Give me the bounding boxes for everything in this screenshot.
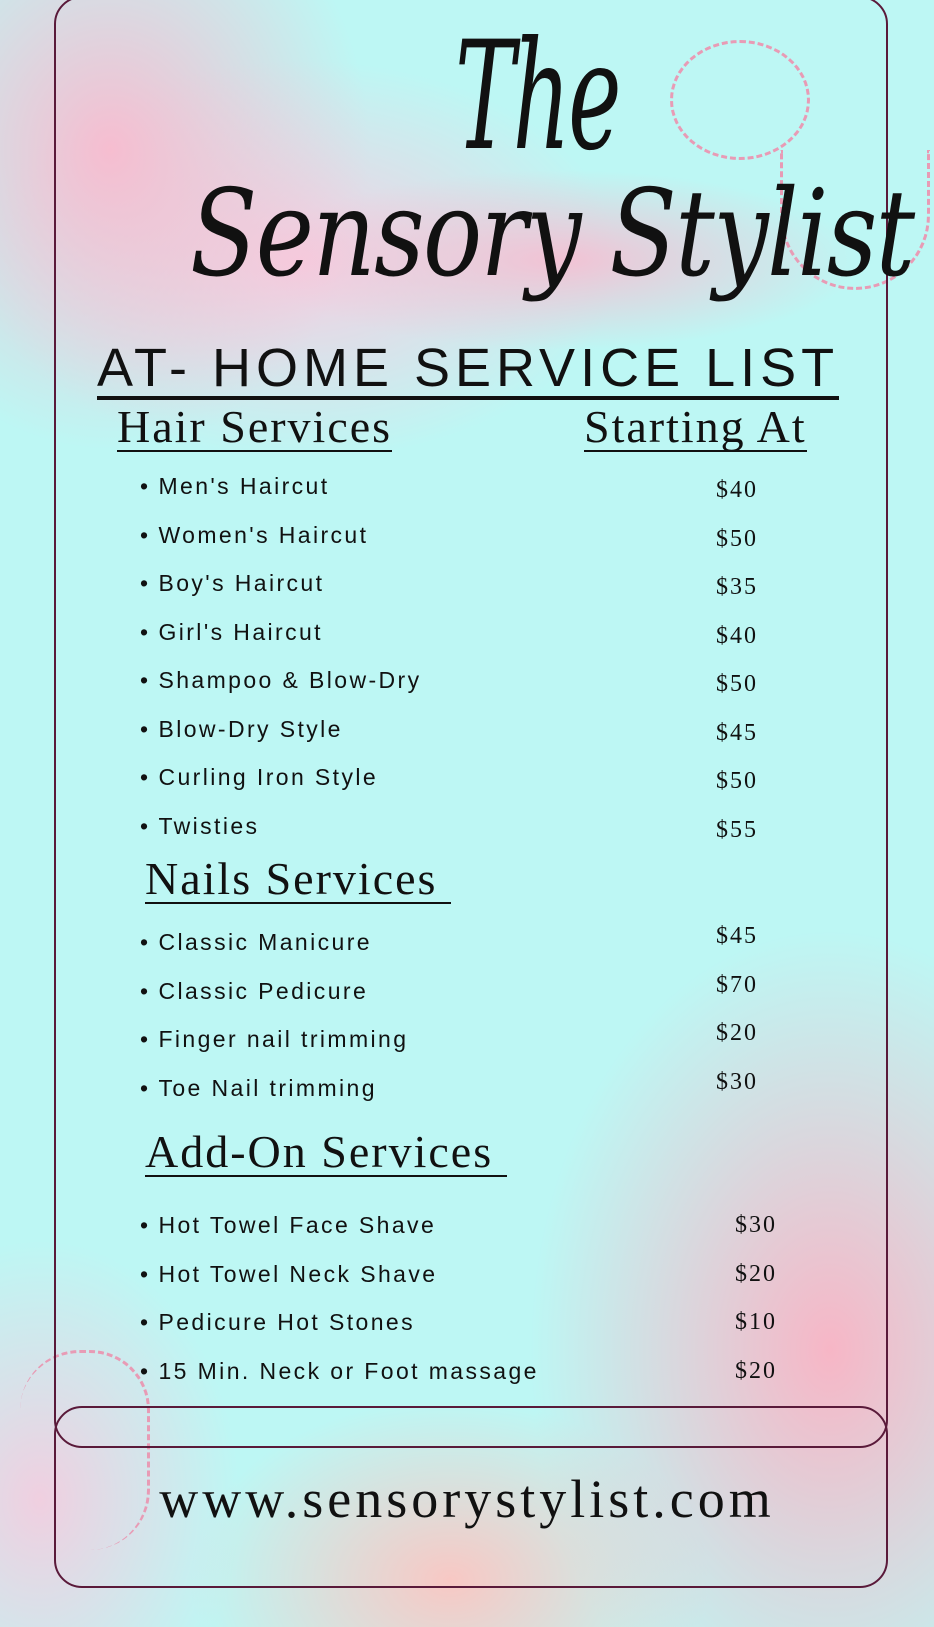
service-price: $40 [716,622,758,649]
service-name: • Finger nail trimming [140,1026,408,1053]
service-price: $40 [716,477,758,503]
service-price: $70 [716,971,758,998]
service-name: • 15 Min. Neck or Foot massage [140,1358,539,1385]
service-name: • Men's Haircut [140,473,330,500]
service-name: • Hot Towel Face Shave [140,1212,436,1239]
service-price: $10 [735,1309,777,1335]
service-name: • Toe Nail trimming [140,1075,377,1102]
service-price: $30 [735,1212,777,1238]
service-price: $20 [735,1357,777,1384]
title-the: The [455,10,620,184]
starting-at-heading: Starting At [584,401,807,452]
page-heading: AT- HOME SERVICE LIST [97,338,840,398]
service-price: $50 [716,768,758,794]
service-price: $20 [735,1260,777,1287]
service-price: $20 [716,1020,758,1046]
service-name: • Classic Manicure [140,929,372,956]
service-price: $35 [716,574,758,600]
nails-services-heading: Nails Services [145,856,451,904]
service-price: $30 [716,1068,758,1095]
hair-services-heading: Hair Services [117,401,393,452]
service-price: $55 [716,816,758,843]
service-name: • Girl's Haircut [140,619,323,646]
addon-services-heading: Add-On Services [145,1129,507,1177]
brand-title: Sensory Stylist [190,165,914,304]
service-price: $45 [716,923,758,949]
service-name: • Blow-Dry Style [140,716,343,743]
service-name: • Boy's Haircut [140,570,324,597]
service-price: $45 [716,719,758,746]
website-link[interactable]: www.sensorystylist.com [159,1469,775,1529]
service-name: • Hot Towel Neck Shave [140,1261,437,1288]
service-name: • Shampoo & Blow-Dry [140,667,422,694]
service-price: $50 [716,525,758,552]
service-name: • Pedicure Hot Stones [140,1309,415,1336]
service-name: • Twisties [140,813,259,840]
service-name: • Curling Iron Style [140,764,378,791]
service-name: • Classic Pedicure [140,978,368,1005]
service-name: • Women's Haircut [140,522,368,549]
service-price: $50 [716,671,758,697]
